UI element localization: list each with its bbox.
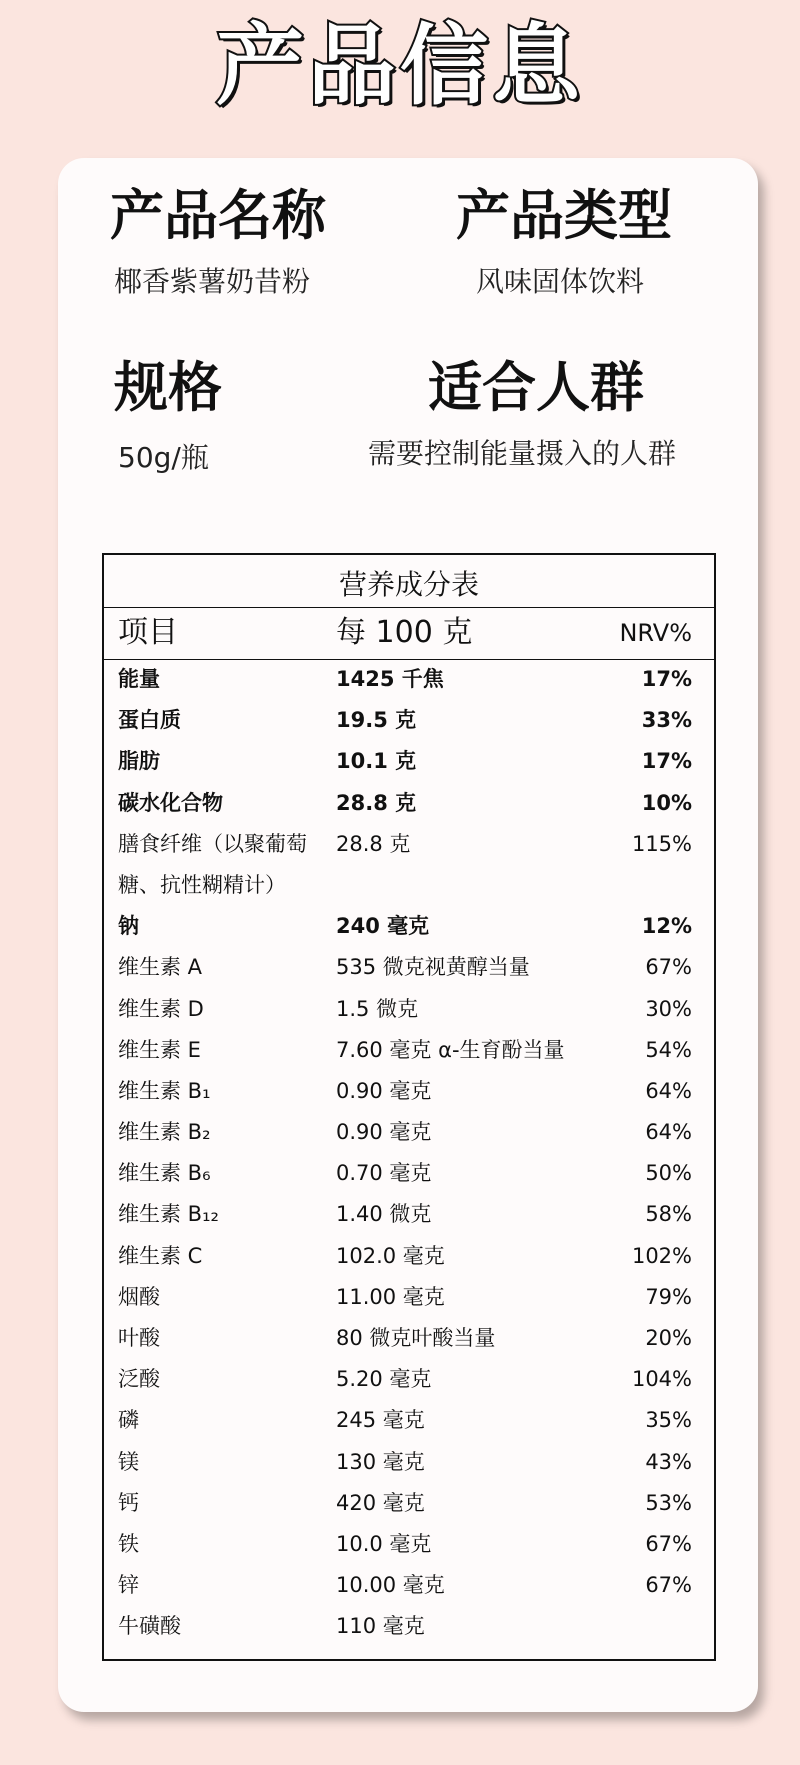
table-row <box>104 1400 714 1441</box>
nutrition-table-caption: 营养成分表 <box>104 555 714 608</box>
nutrient-nrv: 79% <box>645 1284 692 1309</box>
nutrient-amount: 0.70 毫克 <box>336 1161 432 1186</box>
spec-value: 50g/瓶 <box>118 441 209 474</box>
nutrient-name: 能量 <box>118 667 160 691</box>
nutrient-nrv: 58% <box>645 1202 692 1227</box>
table-row <box>104 783 714 824</box>
nutrient-amount: 10.1 克 <box>336 749 417 774</box>
table-row <box>104 1565 714 1606</box>
table-row <box>104 1071 714 1112</box>
product-type-value: 风味固体饮料 <box>476 265 645 298</box>
table-row <box>104 824 714 865</box>
nutrition-table-header <box>104 607 714 660</box>
table-row <box>104 1153 714 1194</box>
nutrient-amount: 1.5 微克 <box>336 996 419 1021</box>
nutrient-name: 糖、抗性糊精计） <box>118 872 286 897</box>
table-row <box>104 741 714 782</box>
nutrient-nrv: 64% <box>645 1120 692 1145</box>
nutrient-amount: 80 微克叶酸当量 <box>336 1326 496 1350</box>
nutrient-name: 牛磺酸 <box>118 1614 181 1639</box>
nutrient-name: 维生素 E <box>118 1037 201 1062</box>
nutrient-name: 膳食纤维（以聚葡萄 <box>118 831 307 856</box>
nutrient-amount: 110 毫克 <box>336 1614 425 1639</box>
nutrient-nrv: 20% <box>645 1326 692 1350</box>
table-row <box>104 700 714 741</box>
table-row <box>104 1112 714 1153</box>
page-title: 产品信息 <box>215 14 584 117</box>
nutrient-amount: 19.5 克 <box>336 708 417 733</box>
nutrient-amount: 245 毫克 <box>336 1408 425 1433</box>
nutrient-name: 维生素 B₁₂ <box>118 1202 219 1227</box>
nutrient-nrv: 67% <box>645 1531 692 1556</box>
nutrient-amount: 10.0 毫克 <box>336 1531 432 1556</box>
nutrient-amount: 240 毫克 <box>336 914 430 939</box>
nutrient-nrv: 104% <box>631 1367 692 1392</box>
nutrient-nrv: 67% <box>645 1573 692 1598</box>
table-row <box>104 947 714 988</box>
nutrient-amount: 7.60 毫克 α-生育酚当量 <box>336 1037 565 1062</box>
table-row <box>104 1030 714 1071</box>
nutrient-name: 脂肪 <box>118 749 160 774</box>
column-item: 项目 <box>118 615 178 650</box>
table-row <box>104 865 714 906</box>
audience-value: 需要控制能量摄入的人群 <box>368 437 677 470</box>
nutrient-name: 维生素 B₆ <box>118 1161 211 1186</box>
nutrient-name: 镁 <box>118 1449 139 1474</box>
nutrient-amount: 5.20 毫克 <box>336 1367 432 1392</box>
nutrient-name: 烟酸 <box>118 1284 160 1309</box>
nutrient-nrv: 53% <box>645 1490 692 1515</box>
nutrient-name: 钙 <box>118 1490 139 1515</box>
nutrient-amount: 102.0 毫克 <box>336 1243 445 1268</box>
nutrient-nrv: 17% <box>641 667 692 691</box>
nutrient-amount: 10.00 毫克 <box>336 1573 445 1598</box>
nutrient-name: 锌 <box>118 1573 139 1598</box>
table-row <box>104 1194 714 1235</box>
product-info-card <box>58 158 758 1712</box>
audience-label: 适合人群 <box>428 356 644 419</box>
nutrient-nrv: 30% <box>645 996 692 1021</box>
nutrient-amount: 11.00 毫克 <box>336 1284 445 1309</box>
nutrient-nrv: 64% <box>645 1078 692 1103</box>
nutrient-name: 维生素 B₁ <box>118 1078 211 1103</box>
spec-label: 规格 <box>114 356 222 419</box>
nutrient-name: 维生素 B₂ <box>118 1120 211 1145</box>
nutrient-amount: 535 微克视黄醇当量 <box>336 955 530 980</box>
nutrient-amount: 1425 千焦 <box>336 667 444 691</box>
nutrient-amount: 0.90 毫克 <box>336 1078 432 1103</box>
table-row <box>104 989 714 1030</box>
table-row <box>104 1483 714 1524</box>
table-row <box>104 906 714 947</box>
column-nrv: NRV% <box>619 619 692 647</box>
table-row <box>104 1277 714 1318</box>
nutrient-amount: 0.90 毫克 <box>336 1120 432 1145</box>
product-name-value: 椰香紫薯奶昔粉 <box>114 265 311 298</box>
nutrient-nrv: 54% <box>645 1037 692 1062</box>
table-row <box>104 1359 714 1400</box>
table-row <box>104 1236 714 1277</box>
nutrient-name: 铁 <box>118 1531 139 1556</box>
nutrient-nrv: 33% <box>641 708 692 733</box>
nutrient-nrv: 17% <box>641 749 692 774</box>
product-type-label: 产品类型 <box>456 184 672 247</box>
nutrient-amount: 420 毫克 <box>336 1490 425 1515</box>
table-row <box>104 1606 714 1647</box>
nutrient-name: 维生素 C <box>118 1243 203 1268</box>
nutrition-rows <box>104 659 714 1648</box>
nutrient-amount: 28.8 克 <box>336 790 417 815</box>
nutrient-nrv: 43% <box>645 1449 692 1474</box>
nutrient-amount: 1.40 微克 <box>336 1202 432 1227</box>
nutrient-amount: 28.8 克 <box>336 831 411 856</box>
nutrition-table <box>102 553 716 1661</box>
product-name-label: 产品名称 <box>110 184 326 247</box>
nutrient-name: 维生素 D <box>118 996 204 1021</box>
nutrient-nrv: 102% <box>631 1243 692 1268</box>
table-row <box>104 659 714 700</box>
nutrient-nrv: 10% <box>641 790 692 815</box>
nutrient-nrv: 35% <box>645 1408 692 1433</box>
table-row <box>104 1524 714 1565</box>
nutrient-name: 蛋白质 <box>118 708 181 733</box>
nutrient-nrv: 67% <box>645 955 692 980</box>
table-row <box>104 1318 714 1359</box>
nutrient-name: 碳水化合物 <box>118 790 223 815</box>
column-per100: 每 100 克 <box>336 615 473 650</box>
nutrient-name: 磷 <box>118 1408 139 1433</box>
nutrient-name: 维生素 A <box>118 955 203 980</box>
nutrient-nrv: 12% <box>641 914 692 939</box>
nutrient-nrv: 115% <box>631 831 692 856</box>
nutrient-name: 叶酸 <box>118 1326 160 1350</box>
nutrient-name: 泛酸 <box>118 1367 160 1392</box>
table-row <box>104 1442 714 1483</box>
nutrient-amount: 130 毫克 <box>336 1449 425 1474</box>
nutrient-nrv: 50% <box>645 1161 692 1186</box>
nutrient-name: 钠 <box>118 914 139 939</box>
